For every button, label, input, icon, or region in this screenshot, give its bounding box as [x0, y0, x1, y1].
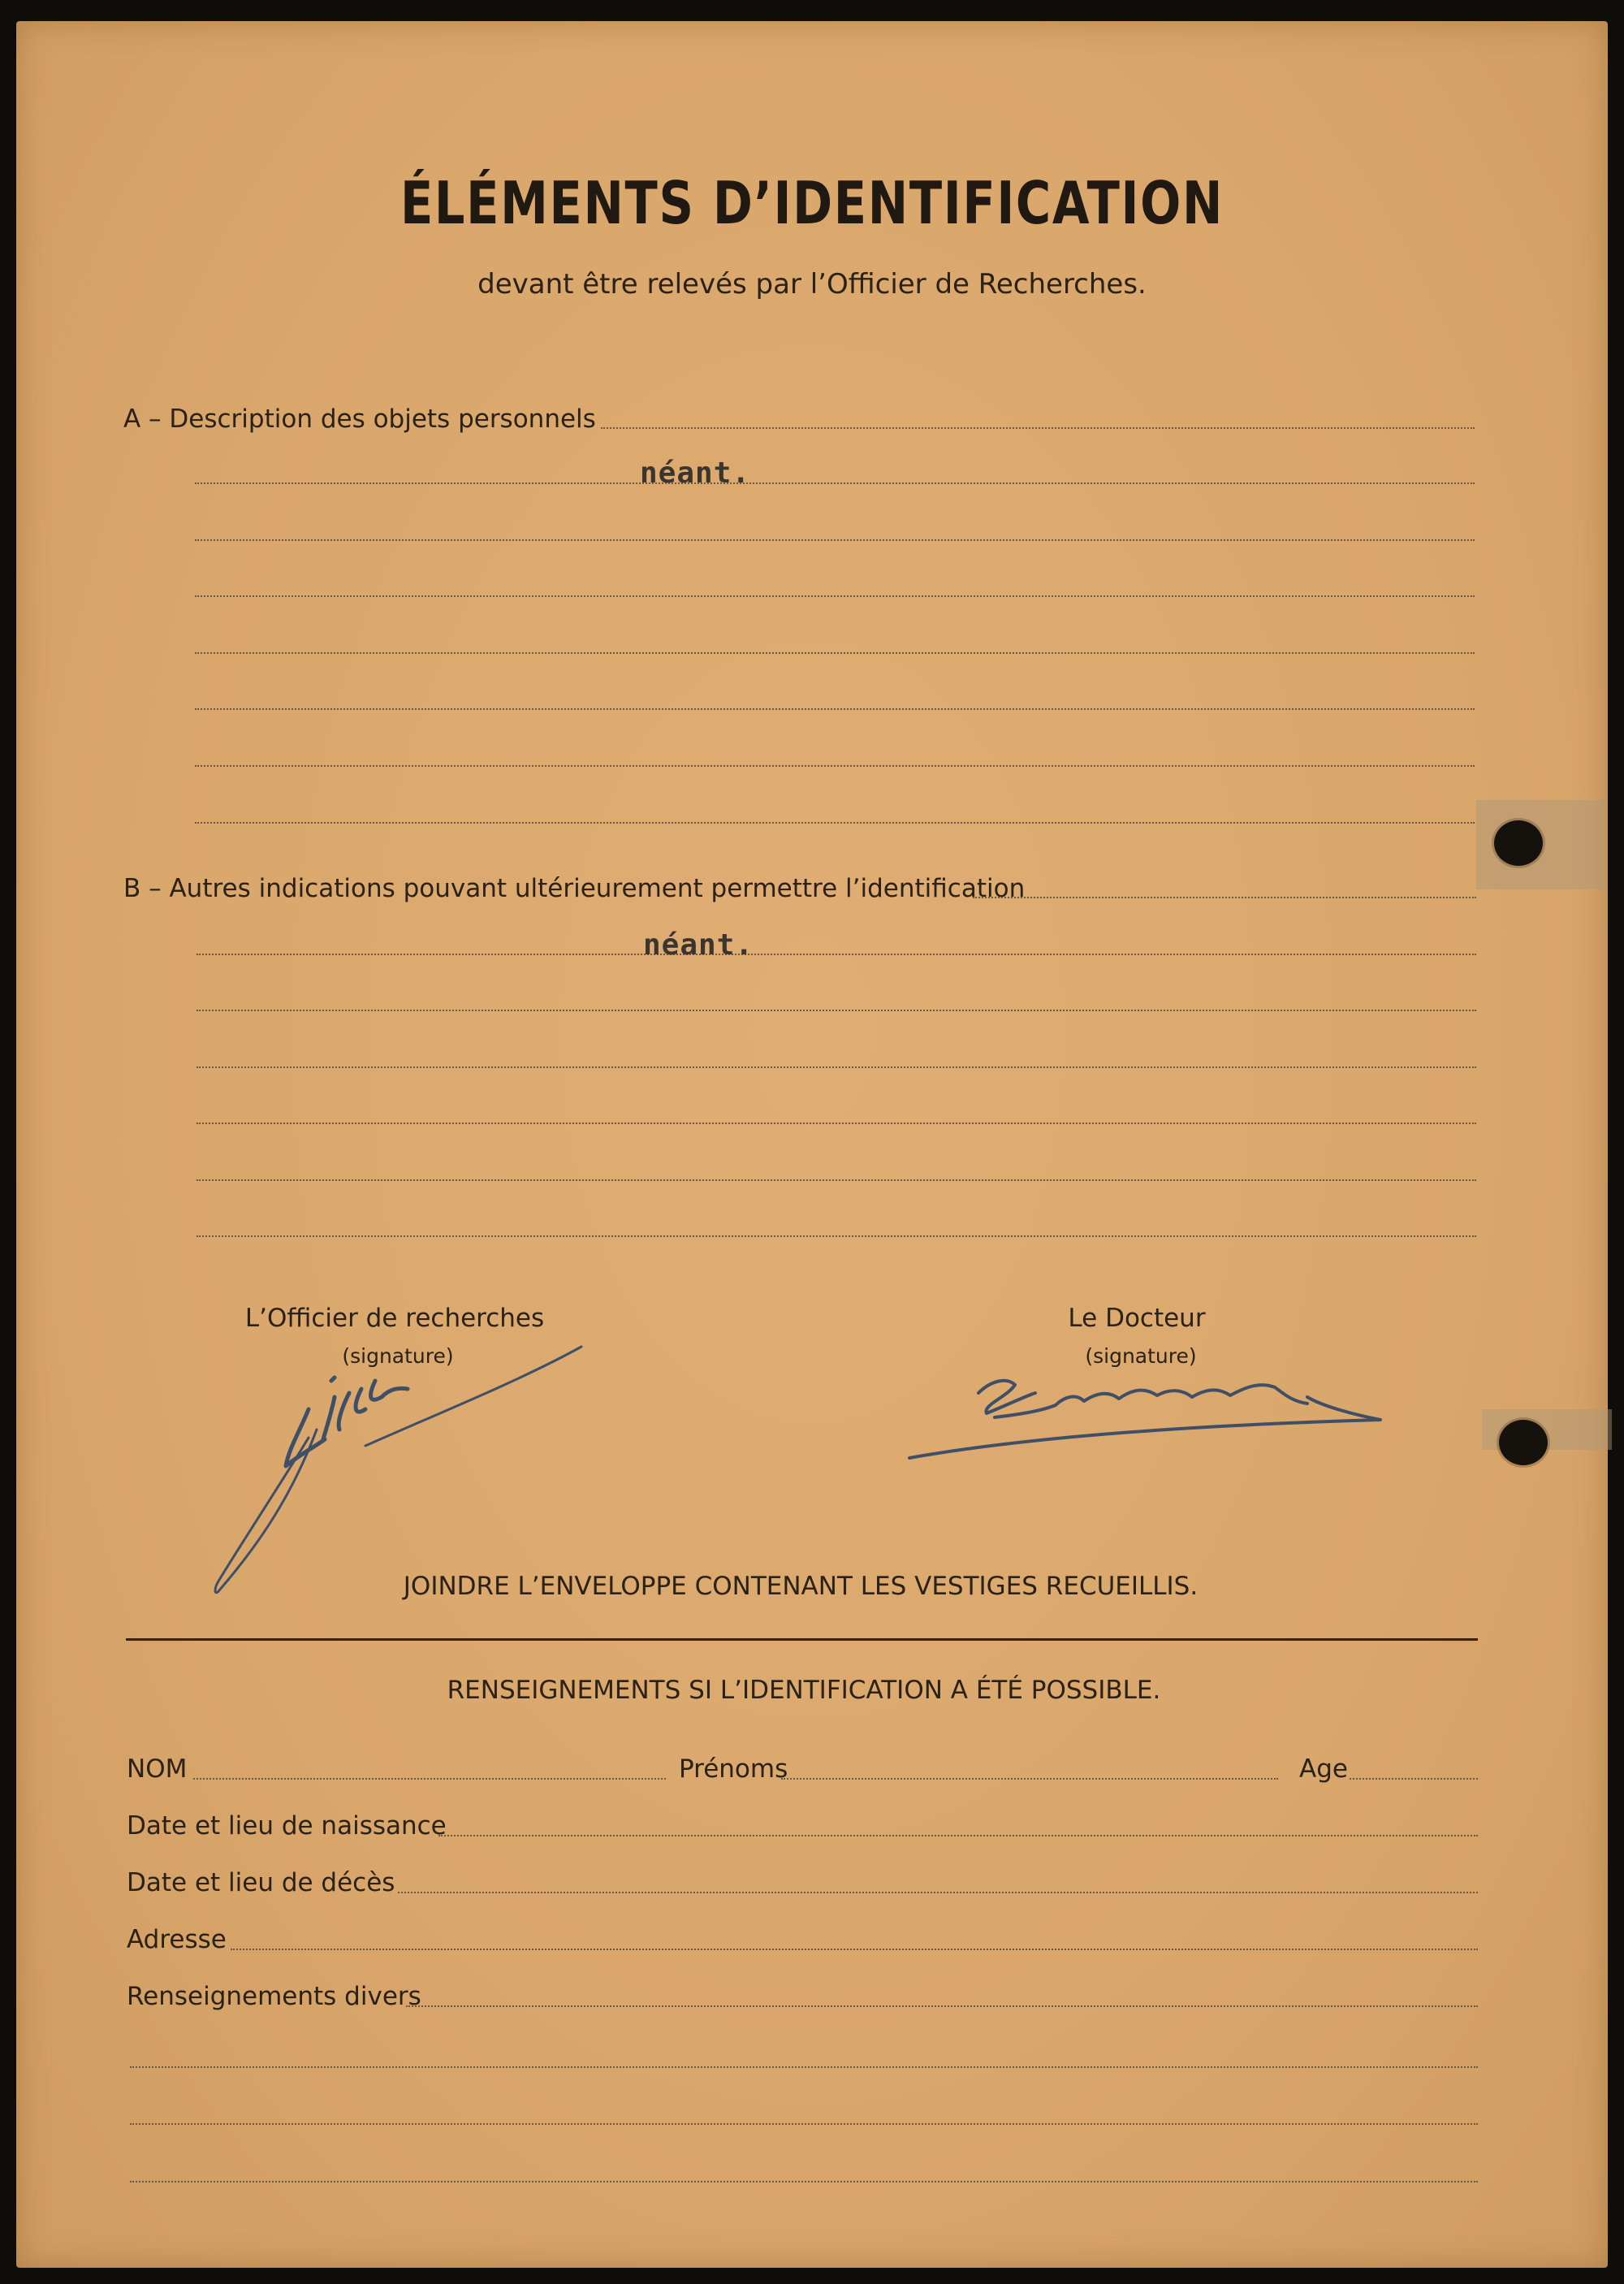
prenoms-field[interactable]: [781, 1778, 1278, 1780]
envelope-instruction: JOINDRE L’ENVELOPPE CONTENANT LES VESTIGES RECUEILLIS.: [403, 1572, 1199, 1601]
section-a-line-2[interactable]: [195, 482, 1475, 484]
nom-field[interactable]: [193, 1778, 666, 1780]
adresse-field[interactable]: [231, 1949, 1478, 1950]
form-subtitle: devant être relevés par l’Officier de Recherches.: [477, 268, 1147, 301]
divers-field-line-2[interactable]: [130, 2066, 1478, 2068]
section-a-line-7[interactable]: [195, 765, 1475, 767]
divers-field-line-4[interactable]: [130, 2181, 1478, 2182]
section-a-line-6[interactable]: [195, 708, 1475, 710]
form-sheet: [16, 21, 1608, 2268]
section-a-line-8[interactable]: [195, 822, 1475, 824]
punch-hole-top: [1494, 820, 1543, 866]
age-field[interactable]: [1350, 1778, 1478, 1780]
section-a-line-4[interactable]: [195, 595, 1475, 597]
section-b-line-7[interactable]: [197, 1235, 1476, 1237]
punch-hole-bottom: [1499, 1420, 1548, 1465]
section-b-line-2[interactable]: [197, 954, 1476, 955]
deces-field[interactable]: [398, 1892, 1478, 1893]
section-b-line-1[interactable]: [973, 897, 1476, 898]
naissance-field[interactable]: [438, 1835, 1478, 1836]
section-b-typed-value: néant.: [643, 928, 754, 962]
section-b-line-6[interactable]: [197, 1179, 1476, 1181]
doctor-signature: [901, 1356, 1389, 1470]
doctor-signature-label: Le Docteur: [1068, 1304, 1206, 1333]
section-b-label: B – Autres indications pouvant ultérieurement permettre l’identification: [123, 874, 1026, 903]
officer-signature-label: L’Officier de recherches: [244, 1304, 545, 1333]
identification-info-title: RENSEIGNEMENTS SI L’IDENTIFICATION A ÉTÉ POSSIBLE.: [447, 1676, 1161, 1705]
officer-signature: [195, 1332, 601, 1608]
naissance-label: Date et lieu de naissance: [127, 1811, 447, 1841]
section-a-line-5[interactable]: [195, 652, 1475, 654]
deces-label: Date et lieu de décès: [127, 1868, 395, 1897]
prenoms-label: Prénoms: [679, 1754, 788, 1784]
section-a-line-3[interactable]: [195, 539, 1475, 541]
section-a-line-1[interactable]: [601, 427, 1475, 429]
divers-label: Renseignements divers: [127, 1982, 421, 2011]
officer-signature-sublabel: (signature): [342, 1344, 454, 1368]
adresse-label: Adresse: [127, 1925, 227, 1954]
age-label: Age: [1299, 1754, 1348, 1784]
section-b-line-3[interactable]: [197, 1010, 1476, 1011]
divers-field-line-1[interactable]: [406, 2005, 1478, 2007]
section-b-line-5[interactable]: [197, 1123, 1476, 1124]
form-title: ÉLÉMENTS D’IDENTIFICATION: [400, 169, 1224, 237]
section-divider: [126, 1638, 1478, 1641]
section-a-label: A – Description des objets personnels: [123, 404, 596, 434]
section-a-typed-value: néant.: [640, 456, 751, 490]
doctor-signature-sublabel: (signature): [1085, 1344, 1197, 1368]
divers-field-line-3[interactable]: [130, 2123, 1478, 2125]
nom-label: NOM: [127, 1754, 188, 1784]
section-b-line-4[interactable]: [197, 1066, 1476, 1068]
